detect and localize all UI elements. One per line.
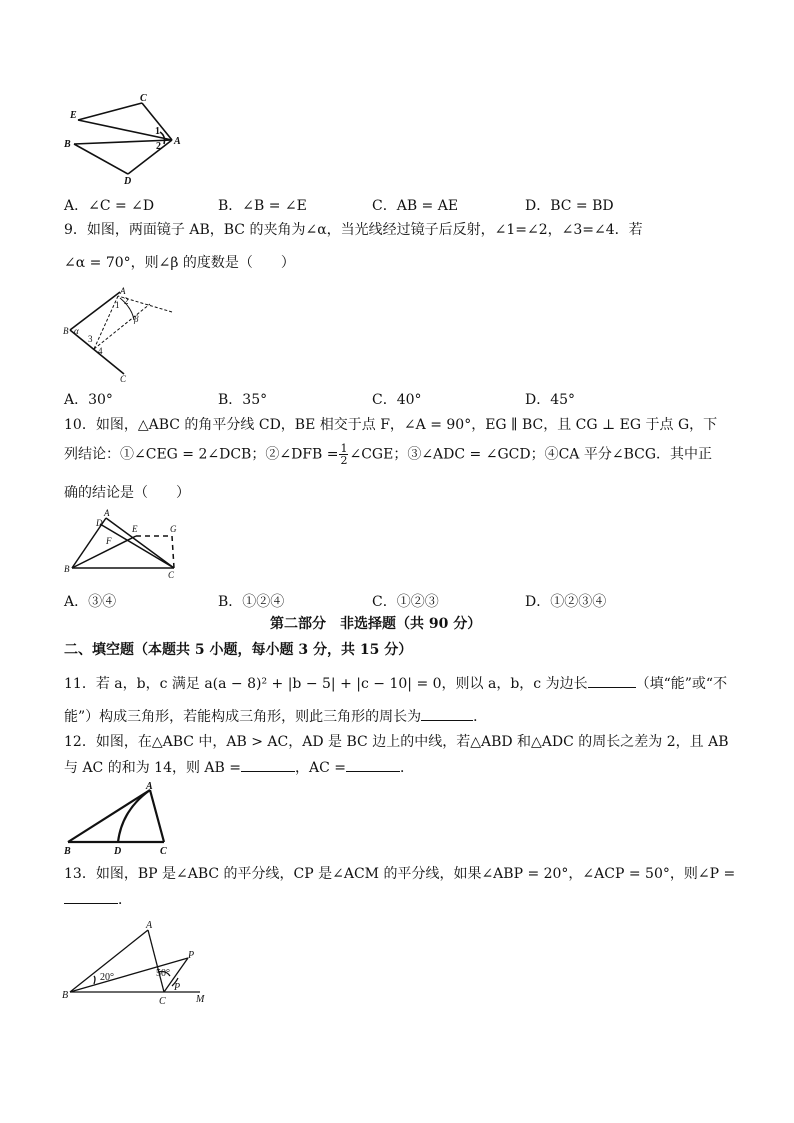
q13-label-A: A [146,920,153,931]
q13-line2-end: ． [118,892,132,908]
q8-label-2: 2 [156,141,161,152]
q9-label-2: 2 [124,296,129,306]
part2-title: 第二部分 非选择题（共 90 分） [270,616,482,632]
q10-question-line1: 10．如图，△ABC 的角平分线 CD，BE 相交于点 F，∠A = 90°，EG ∥ BC，且 CG ⊥ EG 于点 G，下 [64,417,718,433]
q13-question-line2 [64,891,132,909]
q8-option-a[interactable]: A．∠C = ∠D [64,198,155,214]
q13-figure [60,918,220,1010]
q13-question-line1: 13．如图，BP 是∠ABC 的平分线，CP 是∠ACM 的平分线，如果∠ABP = 20°，∠ACP = 50°，则∠P = [64,866,736,882]
q9-label-beta: β [134,314,139,324]
q12-question-line2 [64,759,414,777]
q11-line2-part-b: ． [473,709,488,725]
q12-answer-blank-ac[interactable] [346,759,400,772]
q8-label-1: 1 [155,126,160,137]
q8-option-d[interactable]: D．BC = BD [525,198,614,214]
q10-question-line3: 确的结论是（ ） [64,485,190,501]
q11-answer-blank-2[interactable] [421,708,473,721]
q8-label-A: A [174,136,181,147]
q13-label-B: B [62,990,69,1001]
q12-line2-part-a: 与 AC 的和为 14，则 AB = [64,760,242,776]
q9-label-A: A [120,286,126,296]
q13-angle-20: 20° [100,972,114,983]
q13-angle-50: 50° [156,968,170,979]
q9-option-a[interactable]: A．30° [64,392,113,408]
q12-answer-blank-ab[interactable] [241,759,295,772]
q10-option-a[interactable]: A．③④ [64,594,117,610]
q9-label-B: B [63,326,69,336]
q12-line2-part-c: ． [400,760,415,776]
q10-label-C: C [168,570,175,580]
q9-label-4: 4 [98,346,103,356]
q10-option-c[interactable]: C．①②③ [372,594,439,610]
fraction-one-half [339,443,348,466]
q9-diagram [60,282,180,382]
q12-label-A: A [146,781,153,792]
q8-diagram [60,92,190,184]
q11-line2-part-a: 能”）构成三角形，若能构成三角形，则此三角形的周长为 [64,709,422,725]
q10-label-G: G [170,524,177,534]
q12-label-B: B [64,846,71,857]
q12-line2-part-b: ，AC = [295,760,347,776]
q13-label-P: P [188,950,195,961]
q12-question-line1: 12．如图，在△ABC 中，AB > AC，AD 是 BC 边上的中线，若△ABD 和△ADC 的周长之差为 2，且 AB [64,734,729,750]
q13-label-C: C [159,996,166,1007]
q10-label-E: E [132,524,138,534]
q11-question-line1 [64,675,727,693]
q10-diagram [60,506,185,582]
q8-figure [60,92,190,184]
q9-option-c[interactable]: C．40° [372,392,422,408]
q9-option-d[interactable]: D．45° [525,392,576,408]
q8-option-c[interactable]: C．AB = AE [372,198,459,214]
q10-label-F: F [106,536,112,546]
q10-line2-part-a: 列结论：①∠CEG = 2∠DCB；②∠DFB = [64,446,339,463]
section-fill-in-title: 二、填空题（本题共 5 小题，每小题 3 分，共 15 分） [64,642,413,658]
q13-angle-p: P [174,982,181,993]
q10-line2-part-b: ∠CGE；③∠ADC = ∠GCD；④CA 平分∠BCG．其中正 [349,446,713,463]
q9-label-1: 1 [115,300,120,310]
q11-question-line2 [64,708,487,726]
q8-label-D: D [124,176,132,184]
q10-option-d[interactable]: D．①②③④ [525,594,607,610]
q9-option-b[interactable]: B．35° [218,392,268,408]
q13-diagram [60,918,220,1010]
q8-label-B: B [64,139,71,150]
q8-option-b[interactable]: B．∠B = ∠E [218,198,307,214]
q10-option-b[interactable]: B．①②④ [218,594,285,610]
q11-answer-blank-1[interactable] [588,675,636,688]
q9-figure [60,282,180,382]
q13-answer-blank[interactable] [64,891,118,904]
q12-diagram [60,780,180,858]
q8-label-C: C [140,93,147,104]
q9-label-alpha: α [74,326,79,336]
q11-line1-part-a: 11．若 a，b，c 满足 a(a − 8)² + |b − 5| + |c − 10| = 0，则以 a，b，c 为边长 [64,676,588,692]
q12-label-C: C [160,846,167,857]
q10-figure [60,506,185,582]
q10-label-D: D [96,518,103,528]
q9-question-line2: ∠α = 70°，则∠β 的度数是（ ） [64,255,295,271]
q10-question-line2 [64,443,712,466]
q10-label-B: B [64,564,70,574]
fraction-numerator: 1 [340,442,348,455]
q9-question-line1: 9．如图，两面镜子 AB，BC 的夹角为∠α，当光线经过镜子后反射，∠1=∠2，∠3=∠4．若 [64,222,643,238]
q12-label-D: D [114,846,122,857]
q8-label-E: E [70,110,77,121]
fraction-denominator: 2 [340,454,348,467]
q9-label-3: 3 [88,334,93,344]
q12-figure [60,780,180,858]
q13-label-M: M [196,994,205,1005]
q11-line1-part-b: （填“能”或“不 [635,676,728,692]
q10-label-A: A [104,508,110,518]
q9-label-C: C [120,374,127,382]
